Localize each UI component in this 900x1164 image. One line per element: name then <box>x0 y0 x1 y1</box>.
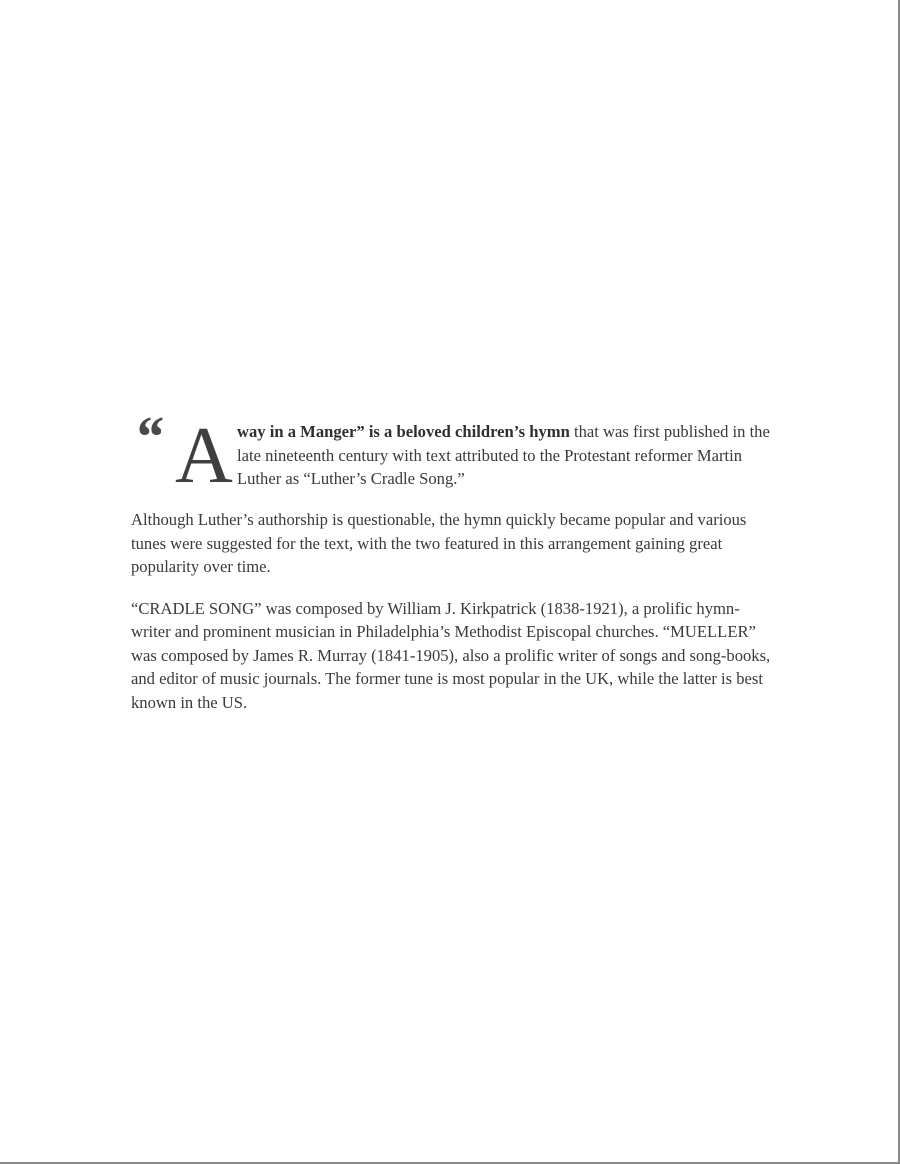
lead-rest-text: that was first published in the late nineteenth century with text attributed to the Protestant reformer Martin Luther as “Luther’s Cradle Song.” <box>237 422 770 488</box>
paragraph-composers: “CRADLE SONG” was composed by William J. Kirkpatrick (1838-1921), a prolific hymn-writer and prominent musician in Philadelphia’s Methodist Episcopal churches. “MUELLER” was composed by James R. Murray (1841-1905), also a prolific writer of songs and song-books, and editor of music journals. The former tune is most popular in the UK, while the latter is best known in the US. <box>131 598 771 712</box>
paragraph-authorship: Although Luther’s authorship is questionable, the hymn quickly became popular and various tunes were suggested for the text, with the two featured in this arrangement gaining great popularity over time. <box>131 510 747 576</box>
opening-quote-mark: “ <box>134 404 163 469</box>
article-body <box>131 404 771 732</box>
lead-bold-phrase: way in a Manger” is a beloved children’s hymn <box>237 422 570 441</box>
drop-cap-letter: A <box>175 412 233 500</box>
lead-text <box>237 420 777 491</box>
lead-paragraph <box>131 404 771 500</box>
